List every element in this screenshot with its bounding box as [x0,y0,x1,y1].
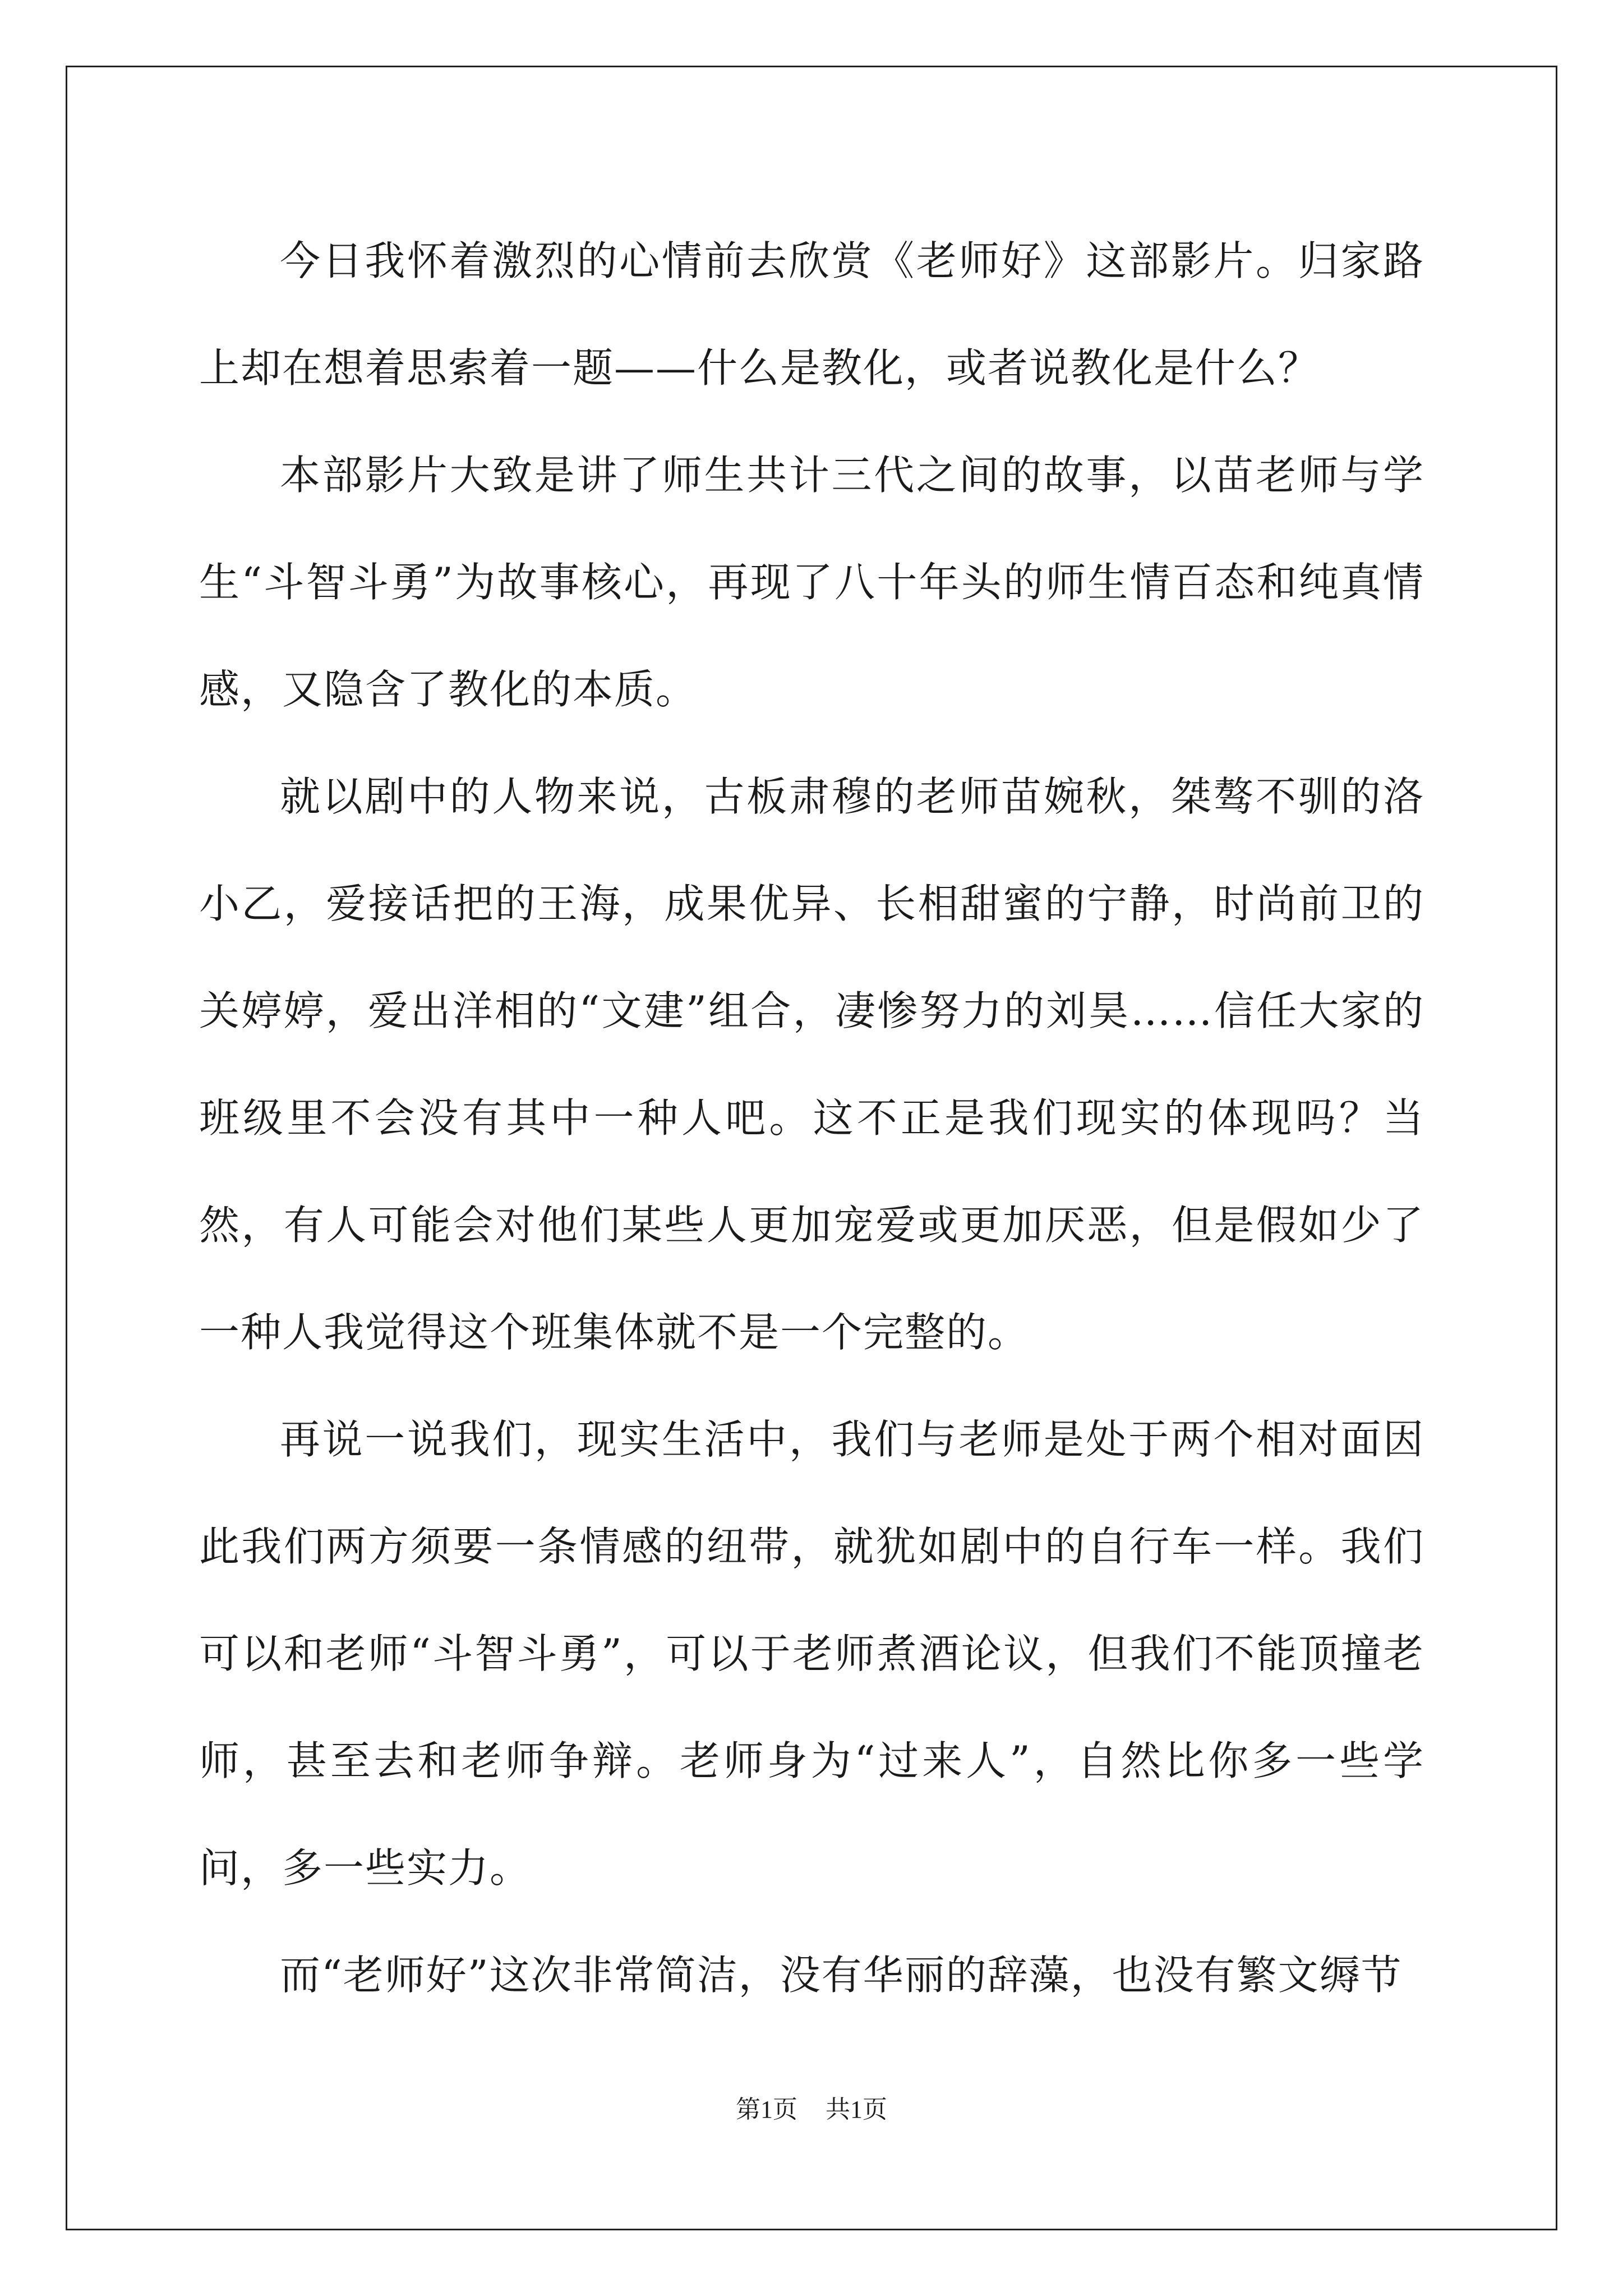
page-total: 共1页 [826,2096,887,2123]
page-footer [0,2093,1623,2127]
document-body [199,208,1424,2029]
paragraph-3: 就以剧中的人物来说，古板肃穆的老师苗婉秋，桀骜不驯的洛小乙，爱接话把的王海，成果优异、长相甜蜜的宁静，时尚前卫的关婷婷，爱出洋相的“文建”组合，凄惨努力的刘昊……信任大家的班级里不会没有其中一种人吧。这不正是我们现实的体现吗？当然，有人可能会对他们某些人更加宠爱或更加厌恶，但是假如少了一种人我觉得这个班集体就不是一个完整的。 [199,773,1424,1356]
paragraph-2: 本部影片大致是讲了师生共计三代之间的故事，以苗老师与学生“斗智斗勇”为故事核心，再现了八十年头的师生情百态和纯真情感，又隐含了教化的本质。 [199,452,1424,713]
paragraph-1: 今日我怀着激烈的心情前去欣赏《老师好》这部影片。归家路上却在想着思索着一题——什么是教化，或者说教化是什么？ [199,237,1424,392]
paragraph-4: 再说一说我们，现实生活中，我们与老师是处于两个相对面因此我们两方须要一条情感的纽带，就犹如剧中的自行车一样。我们可以和老师“斗智斗勇”，可以于老师煮酒论议，但我们不能顶撞老师，甚至去和老师争辩。老师身为“过来人”，自然比你多一些学问，多一些实力。 [199,1416,1424,1892]
page-number: 第1页 [736,2096,797,2123]
paragraph-5: 而“老师好”这次非常简洁，没有华丽的辞藻，也没有繁文缛节 [280,1952,1403,1999]
